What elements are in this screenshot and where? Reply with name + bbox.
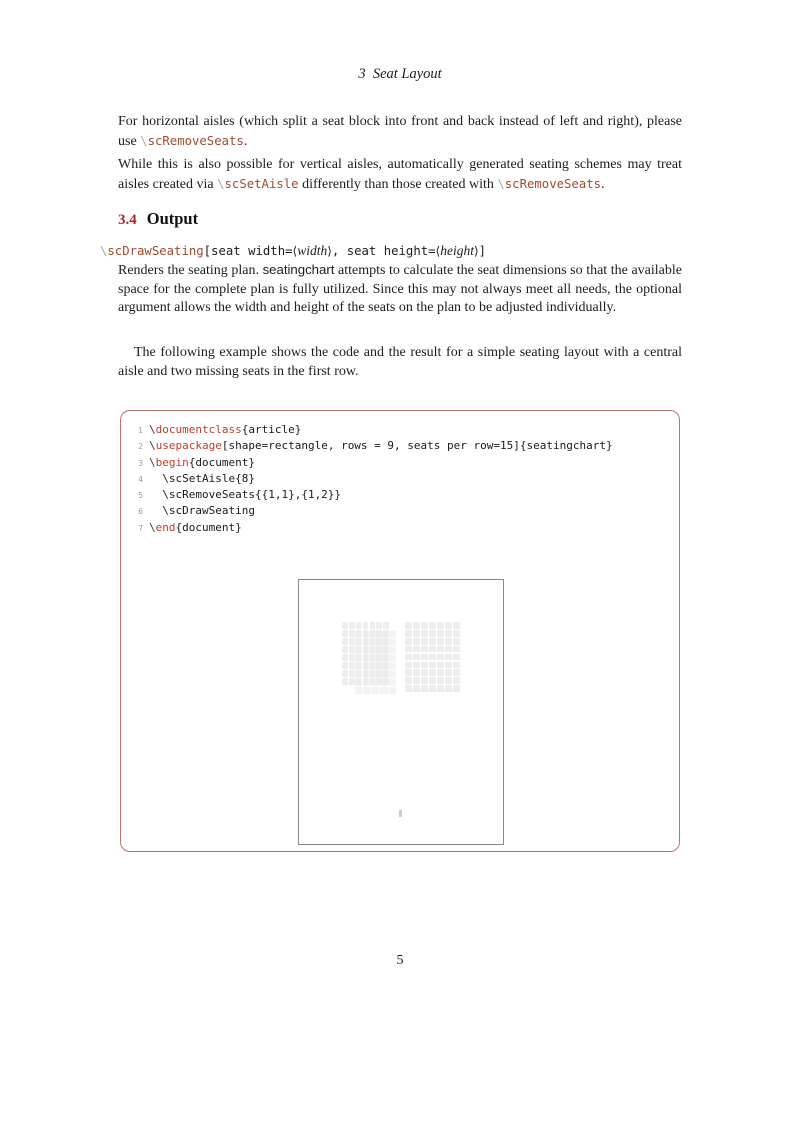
line-number: 5 bbox=[138, 491, 143, 501]
seat-cell bbox=[421, 622, 428, 629]
section-title: Output bbox=[146, 209, 199, 228]
code-line bbox=[134, 488, 679, 504]
seat-cell bbox=[405, 638, 412, 645]
inline-code-scsetaisle bbox=[217, 177, 298, 191]
code-line bbox=[134, 472, 679, 488]
seat-cell bbox=[355, 671, 362, 678]
seat-cell bbox=[421, 685, 428, 692]
code-line bbox=[134, 439, 679, 455]
code-text bbox=[149, 456, 255, 469]
seat-cell bbox=[421, 654, 428, 661]
seat-cell bbox=[405, 630, 412, 637]
code-example-box bbox=[120, 410, 680, 852]
seat-cell bbox=[376, 622, 382, 629]
seat-cell bbox=[372, 631, 379, 638]
seat-cell bbox=[429, 638, 436, 645]
seat-cell bbox=[349, 662, 355, 669]
code-text bbox=[149, 504, 255, 517]
angle-open: ⟨ bbox=[435, 244, 441, 258]
code-listing bbox=[121, 411, 679, 537]
inline-code-scremoveseats bbox=[497, 177, 601, 191]
seat-cell bbox=[405, 622, 412, 629]
seat-cell bbox=[342, 662, 348, 669]
seat-cell bbox=[342, 646, 348, 653]
seat-cell bbox=[372, 679, 379, 686]
backslash: \ bbox=[140, 133, 148, 148]
paragraph-description bbox=[118, 261, 682, 318]
command-name: scRemoveSeats bbox=[504, 176, 602, 191]
seat-cell bbox=[437, 685, 444, 692]
seat-cell bbox=[380, 655, 387, 662]
seat-cell bbox=[453, 638, 460, 645]
latex-command: usepackage bbox=[155, 439, 222, 453]
seat-cell bbox=[421, 669, 428, 676]
seat-cell bbox=[380, 679, 387, 686]
seat-block-right bbox=[405, 622, 460, 692]
paragraph-text: attempts to calculate the seat dimensions so that the available space for the complete plan is fully utilized. Since this may not always meet all needs, the optional argument allows the width and height of the seats on the plan to be adjusted individually. bbox=[118, 263, 682, 316]
seat-cell bbox=[349, 678, 355, 685]
seat-cell bbox=[389, 663, 396, 670]
meta-width bbox=[293, 243, 332, 258]
seat-cell bbox=[421, 646, 428, 653]
seat-cell bbox=[429, 669, 436, 676]
seat-cell bbox=[405, 654, 412, 661]
latex-command: begin bbox=[155, 455, 189, 469]
code-text bbox=[149, 423, 301, 436]
package-name: seatingchart bbox=[262, 262, 335, 277]
code-line bbox=[134, 423, 679, 439]
code-plain: \scRemoveSeats{{1,1},{1,2}} bbox=[149, 488, 342, 502]
seat-cell bbox=[363, 663, 370, 670]
seat-cell bbox=[349, 654, 355, 661]
command-name: scSetAisle bbox=[224, 176, 299, 191]
seat-cell bbox=[405, 646, 412, 653]
seat-cell bbox=[437, 630, 444, 637]
seat-cell bbox=[413, 669, 420, 676]
backslash: \ bbox=[149, 520, 156, 534]
paragraph-text: . bbox=[601, 176, 605, 192]
seat-cell bbox=[380, 671, 387, 678]
seat-cell bbox=[421, 677, 428, 684]
seat-cell bbox=[429, 646, 436, 653]
line-number: 1 bbox=[138, 426, 143, 435]
seat-cell bbox=[437, 677, 444, 684]
paragraph-text: While this is also possible for vertical aisles, automatically generated seating schemes may treat aisles created via bbox=[118, 157, 682, 192]
seat-cell bbox=[413, 646, 420, 653]
line-number: 7 bbox=[138, 523, 143, 533]
seat-cell bbox=[413, 685, 420, 692]
seat-cell bbox=[413, 677, 420, 684]
seat-cell bbox=[445, 630, 452, 637]
seat-cell bbox=[453, 622, 460, 629]
seat-cell bbox=[429, 677, 436, 684]
seat-cell bbox=[453, 654, 460, 661]
code-plain: \scDrawSeating bbox=[149, 504, 255, 518]
stage-mark bbox=[399, 810, 402, 817]
line-number: 6 bbox=[138, 507, 143, 517]
code-line bbox=[134, 504, 679, 520]
paragraph-vertical-aisles bbox=[118, 156, 682, 194]
seat-cell bbox=[445, 685, 452, 692]
seat-cell bbox=[355, 631, 362, 638]
seat-cell bbox=[405, 662, 412, 669]
seat-cell bbox=[413, 654, 420, 661]
seat-cell bbox=[445, 646, 452, 653]
seat-cell bbox=[355, 639, 362, 646]
seat-cell bbox=[437, 622, 444, 629]
backslash: \ bbox=[100, 244, 108, 258]
seat-cell bbox=[372, 671, 379, 678]
code-plain: [shape=rectangle, rows = 9, seats per row=15]{seatingchart} bbox=[221, 439, 613, 453]
command-name: scDrawSeating bbox=[107, 244, 204, 258]
code-text bbox=[149, 472, 255, 485]
meta-word: width bbox=[297, 243, 328, 258]
seat-cell bbox=[389, 679, 396, 686]
seat-cell bbox=[380, 663, 387, 670]
seat-cell bbox=[342, 622, 348, 629]
line-number: 3 bbox=[138, 458, 143, 468]
seat-cell bbox=[445, 638, 452, 645]
seat-cell bbox=[372, 639, 379, 646]
code-text bbox=[149, 488, 341, 501]
seat-cell bbox=[389, 687, 396, 694]
line-number: 2 bbox=[138, 442, 143, 452]
seat-cell bbox=[389, 631, 396, 638]
code-plain: {article} bbox=[241, 423, 302, 436]
signature-arg: ] bbox=[478, 244, 487, 258]
seat-cell bbox=[349, 638, 355, 645]
seat-cell bbox=[445, 677, 452, 684]
code-plain: \scSetAisle{8} bbox=[149, 471, 255, 485]
backslash: \ bbox=[149, 455, 156, 469]
seat-cell bbox=[342, 630, 348, 637]
seat-cell bbox=[413, 662, 420, 669]
seat-cell bbox=[453, 662, 460, 669]
seat-cell bbox=[413, 622, 420, 629]
seat-cell bbox=[437, 646, 444, 653]
seat-cell bbox=[421, 662, 428, 669]
paragraph-text: . bbox=[243, 133, 248, 149]
seat-cell bbox=[429, 622, 436, 629]
latex-command: documentclass bbox=[155, 423, 242, 436]
seat-cell bbox=[437, 654, 444, 661]
angle-close: ⟩ bbox=[473, 244, 479, 258]
seat-cell bbox=[405, 677, 412, 684]
seat-cell bbox=[389, 671, 396, 678]
meta-height bbox=[436, 243, 479, 258]
macro-signature bbox=[100, 243, 486, 259]
seat-cell bbox=[389, 655, 396, 662]
seat-cell bbox=[405, 685, 412, 692]
seat-cell bbox=[363, 631, 370, 638]
angle-open: ⟨ bbox=[292, 244, 298, 258]
seat-cell bbox=[349, 622, 355, 629]
angle-close: ⟩ bbox=[327, 244, 332, 258]
code-text bbox=[149, 439, 613, 452]
page-number: 5 bbox=[396, 953, 404, 968]
seat-cell bbox=[445, 662, 452, 669]
seat-cell bbox=[445, 654, 452, 661]
seat-cell bbox=[453, 685, 460, 692]
backslash: \ bbox=[497, 176, 505, 191]
paragraph-horizontal-aisles bbox=[118, 113, 682, 151]
code-plain: {document} bbox=[175, 520, 242, 534]
seat-cell bbox=[342, 678, 348, 685]
seat-block-left-offset bbox=[355, 631, 396, 694]
seat-cell bbox=[355, 687, 362, 694]
seat-cell bbox=[355, 655, 362, 662]
seat-cell bbox=[445, 622, 452, 629]
seat-cell bbox=[363, 687, 370, 694]
seat-cell bbox=[363, 671, 370, 678]
seat-cell bbox=[421, 638, 428, 645]
seat-cell bbox=[355, 647, 362, 654]
signature-arg: , seat height= bbox=[331, 244, 436, 258]
seat-cell bbox=[342, 670, 348, 677]
code-plain: {document} bbox=[188, 455, 255, 469]
seat-frame bbox=[298, 579, 504, 845]
signature-arg: [seat width= bbox=[203, 244, 293, 258]
seat-cell bbox=[356, 622, 362, 629]
seat-cell bbox=[372, 663, 379, 670]
code-line bbox=[134, 456, 679, 472]
seat-cell bbox=[363, 647, 370, 654]
seat-cell bbox=[429, 662, 436, 669]
seat-cell bbox=[380, 647, 387, 654]
seat-cell bbox=[405, 669, 412, 676]
seat-cell bbox=[413, 630, 420, 637]
line-number: 4 bbox=[138, 474, 143, 484]
meta-word: height bbox=[440, 243, 474, 258]
seat-cell bbox=[363, 622, 369, 629]
seat-cell bbox=[453, 630, 460, 637]
code-line bbox=[134, 521, 679, 537]
seat-cell bbox=[413, 638, 420, 645]
seat-cell bbox=[342, 654, 348, 661]
seat-cell bbox=[363, 655, 370, 662]
seat-cell bbox=[389, 639, 396, 646]
seat-cell bbox=[349, 646, 355, 653]
seat-cell bbox=[380, 687, 387, 694]
command-name: scRemoveSeats bbox=[147, 133, 244, 148]
seat-cell bbox=[453, 646, 460, 653]
paragraph-text: Renders the seating plan. bbox=[118, 263, 263, 278]
seat-cell bbox=[363, 679, 370, 686]
paragraph-text: differently than those created with bbox=[298, 176, 498, 192]
seat-cell bbox=[349, 630, 355, 637]
seat-cell bbox=[355, 663, 362, 670]
seat-cell bbox=[372, 655, 379, 662]
seat-cell bbox=[421, 630, 428, 637]
seat-cell bbox=[437, 638, 444, 645]
seat-cell bbox=[380, 639, 387, 646]
backslash: \ bbox=[217, 176, 225, 191]
seat-cell bbox=[380, 631, 387, 638]
seat-cell bbox=[363, 639, 370, 646]
section-heading bbox=[118, 209, 198, 229]
seat-cell bbox=[437, 669, 444, 676]
seat-cell bbox=[429, 654, 436, 661]
seat-cell bbox=[372, 647, 379, 654]
backslash: \ bbox=[149, 423, 156, 436]
inline-code-scremoveseats bbox=[140, 134, 244, 148]
code-text bbox=[149, 521, 242, 534]
seat-cell bbox=[445, 669, 452, 676]
seat-cell bbox=[453, 669, 460, 676]
seat-cell bbox=[437, 662, 444, 669]
seat-cell bbox=[383, 622, 389, 629]
seat-cell bbox=[372, 687, 379, 694]
paragraph-text: For horizontal aisles (which split a seat block into front and back instead of left and right), please use bbox=[118, 114, 682, 149]
running-header: 3 Seat Layout bbox=[358, 66, 442, 82]
seat-cell bbox=[349, 670, 355, 677]
seat-cell bbox=[429, 630, 436, 637]
seat-cell bbox=[370, 622, 376, 629]
paragraph-example-intro: The following example shows the code and the result for a simple seating layout with a central aisle and two missing seats in the first row. bbox=[118, 345, 682, 379]
seat-cell bbox=[389, 647, 396, 654]
seat-cell bbox=[355, 679, 362, 686]
seat-cell bbox=[429, 685, 436, 692]
seat-cell bbox=[453, 677, 460, 684]
seat-cell bbox=[342, 638, 348, 645]
backslash: \ bbox=[149, 439, 156, 453]
latex-command: end bbox=[155, 520, 176, 534]
section-number: 3.4 bbox=[118, 212, 137, 228]
